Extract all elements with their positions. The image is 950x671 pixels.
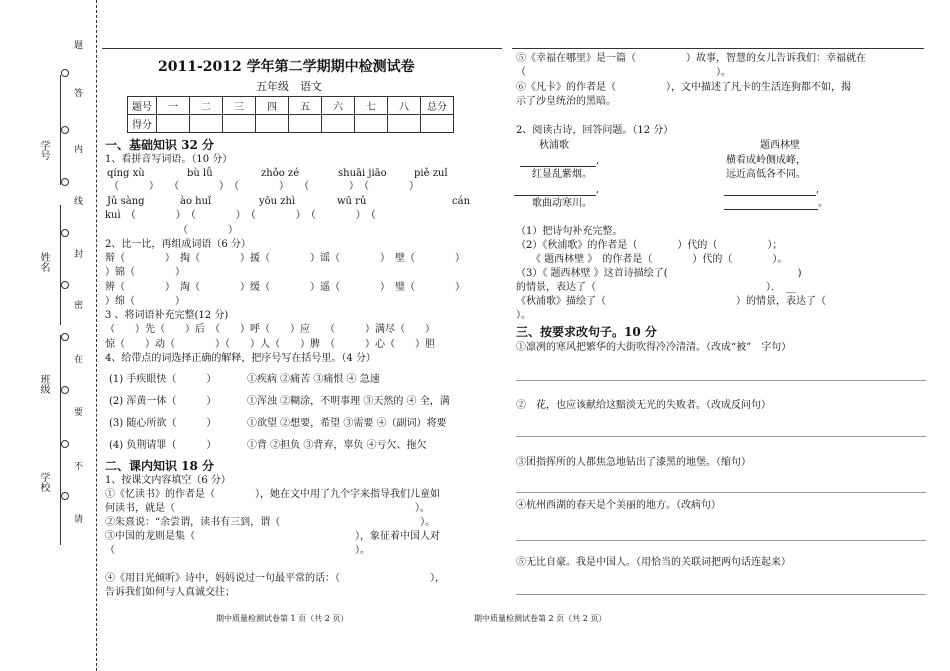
seal-char: 不: [74, 462, 84, 472]
seal-char: 线: [74, 197, 84, 207]
s2-line[interactable]: ④《用目光倾听》诗中，妈妈说过一句最平常的话：（ ），: [105, 573, 445, 584]
seal-char: 请: [74, 515, 84, 525]
poem2-line: 横看成岭侧成峰，: [726, 155, 806, 166]
binding-hole: [61, 69, 69, 77]
s2-line: 告诉我们如何与人真诚交往；: [105, 587, 235, 598]
r-line: 示了沙皇统治的黑暗。: [516, 96, 616, 107]
score-cell[interactable]: [256, 115, 289, 133]
q1-prompt: 1、看拼音写词语。（10 分）: [105, 154, 233, 165]
exam-subtitle: 五年级 语文: [256, 80, 322, 93]
score-header-cell: 七: [355, 97, 388, 115]
poem-blank[interactable]: [520, 166, 596, 167]
period: 。: [818, 198, 828, 209]
s3-item: ①凛冽的寒风把繁华的大街吹得冷冷清清。（改成“被” 字句）: [516, 342, 792, 353]
q2-line[interactable]: ）锦（ ）: [105, 267, 185, 278]
student-id-line: [60, 75, 61, 185]
answer-brackets[interactable]: （ ） （ ） （ ） （ ） （ ）: [109, 181, 419, 192]
score-header-cell: 一: [157, 97, 190, 115]
poem-q-prompt: 2、阅读古诗，回答问题。（12 分）: [516, 125, 674, 136]
seal-char: 封: [74, 250, 84, 260]
r-line[interactable]: ⑤《幸福在哪里》是一篇（ ）故事，智慧的女儿告诉我们：幸福就在: [516, 53, 866, 64]
score-header-cell: 六: [322, 97, 355, 115]
comma: ,: [816, 184, 820, 195]
score-header-row: [128, 97, 454, 115]
r-line[interactable]: （ ）。: [516, 67, 731, 78]
class-line: [60, 335, 61, 440]
q4-item[interactable]: (2) 浑黄一体（ ）: [109, 396, 217, 407]
q4-item[interactable]: (4) 负荆请罪（ ）: [109, 440, 217, 451]
binding-hole: [61, 492, 69, 500]
q4-item[interactable]: (1) 手疾眼快（ ）: [109, 374, 217, 385]
pinyin: piě zuǐ: [414, 168, 448, 179]
score-header-cell: 题号: [128, 97, 157, 115]
pinyin: zhǒo zé: [261, 168, 300, 179]
binding-hole: [61, 126, 69, 134]
poem2-title: 题西林壁: [760, 140, 800, 151]
s2-line[interactable]: ①《忆读书》的作者是（ ），她在文中用了九个字来指导我们儿童如: [105, 489, 440, 500]
comma: ,: [596, 155, 600, 166]
score-label-cell: 得分: [128, 115, 157, 133]
score-cell[interactable]: [190, 115, 223, 133]
seal-char: 在: [74, 355, 84, 365]
q3-prompt: 3 、将词语补充完整(12 分): [105, 310, 229, 321]
binding-hole: [61, 178, 69, 186]
s3-item: ⑤无比自豪。我是中国人。（用恰当的关联词把两句话连起来）: [516, 557, 791, 568]
header-rule: [512, 48, 924, 49]
q4-options: ①疾病 ②痛苦 ③痛恨 ④ 急速: [247, 374, 380, 385]
pinyin: cán: [452, 196, 471, 207]
seal-char: 密: [74, 301, 84, 311]
r-line[interactable]: ⑥《凡卡》的作者是（ ），文中描述了凡卡的生活连狗都不如，揭: [516, 82, 851, 93]
s3-item: ④杭州西湖的春天是个美丽的地方。（改病句）: [516, 500, 721, 511]
s2-line[interactable]: ③中国的龙则是集（ ），象征着中国人对: [105, 531, 440, 542]
school-label: 学校: [38, 472, 49, 492]
pinyin: wū rǔ: [337, 196, 367, 207]
binding-cut-line: [96, 0, 97, 671]
pinyin: Jǔ sàng: [107, 196, 145, 207]
binding-hole: [61, 229, 69, 237]
poem1-line: 红显乱紫烟。: [532, 169, 592, 180]
seal-char: 要: [74, 408, 84, 418]
score-header-cell: 四: [256, 97, 289, 115]
poem-sub-q[interactable]: （3）《 题西林壁 》这首诗描绘了( ): [516, 268, 802, 279]
student-id-label: 学号: [38, 140, 49, 160]
poem-blank[interactable]: [724, 195, 816, 196]
q4-item[interactable]: (3) 随心所欲（ ）: [109, 418, 217, 429]
s3-item: ③团指挥所的人都焦急地钻出了漆黑的地堡。（缩句）: [516, 457, 751, 468]
header-rule: [102, 48, 502, 49]
s2-line[interactable]: ②朱熹说：“余尝谓，读书有三到，谓（ ）。: [105, 517, 436, 528]
s2-line[interactable]: 何读书，就是（ ）。: [105, 503, 430, 514]
q4-options: ①浑浊 ②糊涂，不明事理 ③天然的 ④ 全，满: [247, 396, 450, 407]
poem1-line: 歌曲动寒川。: [532, 198, 592, 209]
name-label: 姓名: [38, 252, 49, 272]
poem-sub-q: （1）把诗句补充完整。: [516, 226, 623, 237]
seal-char: 答: [74, 89, 84, 99]
pinyin: ào huǐ: [180, 196, 212, 207]
poem-blank[interactable]: [724, 209, 818, 210]
score-header-cell: 二: [190, 97, 223, 115]
score-header-cell: 五: [289, 97, 322, 115]
answer-line[interactable]: [516, 380, 926, 381]
score-header-cell: 八: [388, 97, 421, 115]
section1-heading: 一、基础知识 32 分: [105, 138, 215, 152]
s2-line[interactable]: （ ）。: [105, 545, 370, 556]
comma: ,: [596, 184, 600, 195]
q2-line[interactable]: ）绵（ ）: [105, 296, 185, 307]
school-line: [60, 440, 61, 545]
exam-title: 2011-2012 学年第二学期期中检测试卷: [158, 59, 415, 75]
poem-blank[interactable]: [514, 195, 596, 196]
poem-sub-q[interactable]: （2）《秋浦歌》的作者是（ ）代的（ ）；: [516, 240, 783, 251]
score-cell[interactable]: [289, 115, 322, 133]
q2-prompt: 2、比一比，再组成词语（6 分）: [105, 239, 251, 250]
section2-heading: 二、课内知识 18 分: [105, 459, 215, 473]
pinyin: bù lǚ: [187, 168, 213, 179]
pinyin: shuāi jiāo: [338, 168, 387, 179]
section3-heading: 三、按要求改句子。10 分: [516, 325, 657, 339]
q4-options: ①欲望 ②想要，希望 ③需要 ④（副词）将要: [247, 418, 447, 429]
class-label: 班级: [38, 374, 49, 394]
answer-line[interactable]: [516, 540, 926, 541]
answer-line[interactable]: [516, 436, 926, 437]
score-cell[interactable]: [421, 115, 454, 133]
poem-sub-q[interactable]: 《 题西林壁 》 的作者是（ ）代的（ ）。: [516, 254, 788, 265]
score-cell[interactable]: [157, 115, 190, 133]
q3-line[interactable]: （ ）先（ ）后 （ ）呼（ ）应 （ ）满尽（ ）: [105, 324, 435, 335]
q4-options: ①背 ②担负 ③背弃，辜负 ④亏欠、拖欠: [247, 440, 427, 451]
seal-char: 题: [74, 41, 84, 51]
answer-brackets[interactable]: kuì （ ） （ ） （ ） （ ） （: [105, 210, 376, 221]
score-cell[interactable]: [388, 115, 421, 133]
q2-line[interactable]: 辩（ ） 掏（ ）援（ ）谣（ ） 壁（ ）: [105, 253, 465, 264]
q2-line[interactable]: 辨（ ） 淘（ ）缓（ ）遥（ ） 璧（ ）: [105, 282, 465, 293]
score-cell[interactable]: [223, 115, 256, 133]
binding-hole: [61, 333, 69, 341]
footer-page-1: 期中质量检测试卷第 1 页（共 2 页）: [216, 614, 349, 623]
poem-sub-q[interactable]: 《秋浦歌》描绘了（ ）的情景，表达了（: [516, 296, 826, 307]
s2-q1-prompt: 1、按课文内容填空（6 分）: [105, 475, 231, 486]
poem1-title: 秋浦歌: [539, 140, 569, 151]
q3-line[interactable]: 惊（ ）动（ ）（ ）人（ ）脾 （ ）心（ ）胆: [105, 339, 435, 350]
poem-sub-q[interactable]: 的情景，表达了（ ）． __: [516, 282, 796, 293]
binding-hole: [61, 440, 69, 448]
footer-page-2: 期中质量检测试卷第 2 页（共 2 页）: [474, 614, 607, 623]
q4-prompt: 4、给带点的词选择正确的解释，把序号写在括号里。（4 分）: [105, 353, 376, 364]
poem2-line: 远近高低各不同。: [726, 169, 806, 180]
name-line: [60, 205, 61, 325]
score-cell[interactable]: [355, 115, 388, 133]
seal-char: 内: [74, 145, 84, 155]
binding-hole: [61, 281, 69, 289]
pinyin: qíng xù: [107, 168, 145, 179]
pinyin: yōu zhì: [259, 196, 296, 207]
poem-sub-q: ）。: [516, 310, 531, 321]
score-table: [127, 96, 454, 133]
answer-line[interactable]: [516, 492, 926, 493]
answer-brackets[interactable]: （ ）: [178, 225, 238, 236]
binding-hole: [61, 386, 69, 394]
score-cell[interactable]: [322, 115, 355, 133]
score-header-cell: 总分: [421, 97, 454, 115]
s3-item: ② 花，也应该献给这黯淡无光的失败者。（改成反问句）: [516, 400, 771, 411]
score-value-row: [128, 115, 454, 133]
score-header-cell: 三: [223, 97, 256, 115]
answer-line[interactable]: [516, 594, 926, 595]
